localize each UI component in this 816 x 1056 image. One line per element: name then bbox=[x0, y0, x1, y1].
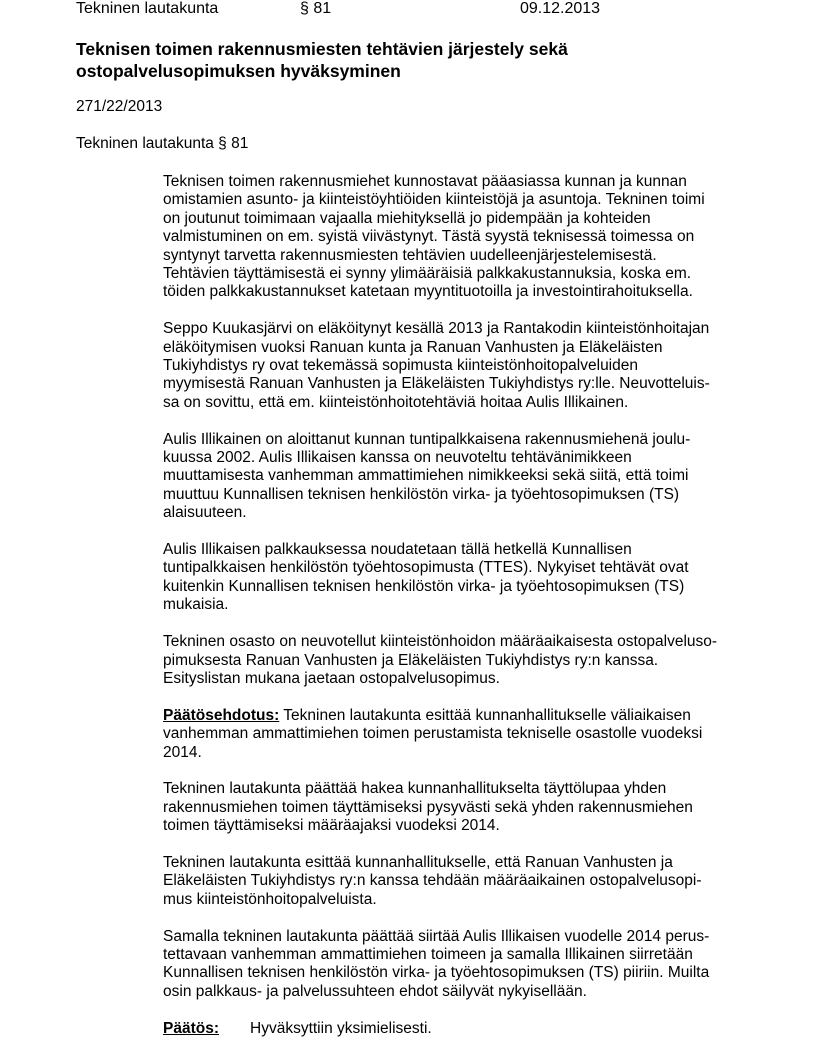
paragraph: Tekninen lautakunta esittää kunnanhallitukselle, että Ranuan Vanhusten ja Eläkeläisten Tukiyhdistys ry:n kanssa tehdään määräaikainen ostopalvelusopi- mus kiinteistönhoitopalveluista. bbox=[163, 853, 702, 908]
paragraph: Seppo Kuukasjärvi on eläköitynyt kesällä 2013 ja Rantakodin kiinteistönhoitajan eläköitymisen vuoksi Ranuan kunta ja Ranuan Vanhusten ja Eläkeläisten Tukiyhdistys ry ovat tekemässä sopimusta kiinteistönhoitopalveluiden myymisestä Ranuan Vanhusten ja Eläkeläisten Tukiyhdistys ry:lle. Neuvotteluis- sa on sovittu, että em. kiinteistönhoitotehtäviä hoitaa Aulis Illikainen. bbox=[163, 320, 710, 411]
decision-label: Päätös: bbox=[163, 1019, 219, 1037]
proposal-label: Päätösehdotus: bbox=[163, 706, 280, 724]
header-date: 09.12.2013 bbox=[520, 0, 601, 17]
paragraph: Tekninen lautakunta päättää hakea kunnanhallitukselta täyttölupaa yhden rakennusmiehen toimen täyttämiseksi pysyvästi sekä yhden rakennusmiehen toimen täyttämiseksi määräajaksi vuodeksi 2014. bbox=[163, 780, 693, 835]
paragraph: Samalla tekninen lautakunta päättää siirtää Aulis Illikaisen vuodelle 2014 perus- tettavaan vanhemman ammattimiehen toimeen ja samalla Illikainen siirretään Kunnallisen teknisen henkilöstön virka- ja työehtosopimuksen (TS) piiriin. Muilta osin palkkaus- ja palvelussuhteen ehdot säilyvät nykyisellään. bbox=[163, 927, 710, 1000]
decision-paragraph bbox=[163, 1020, 753, 1038]
paragraph: Aulis Illikaisen palkkauksessa noudatetaan tällä hetkellä Kunnallisen tuntipalkkaisen henkilöstön työehtosopimusta (TTES). Nykyiset tehtävät ovat kuitenkin Kunnallisen teknisen henkilöstön virka- ja työehtosopimuksen (TS) mukaisia. bbox=[163, 541, 689, 614]
paragraph: Tekninen osasto on neuvotellut kiinteistönhoidon määräaikaisesta ostopalveluso- pimuksesta Ranuan Vanhusten ja Eläkeläisten Tukiyhdistys ry:n kanssa. Esityslistan mukana jaetaan ostopalvelusopimus. bbox=[163, 633, 718, 687]
paragraph: Aulis Illikainen on aloittanut kunnan tuntipalkkaisena rakennusmiehenä joulu- kuussa 2002. Aulis Illikaisen kanssa on neuvoteltu tehtävänimikkeen muuttamisesta vanhemman ammattimiehen nimikkeeksi sekä siitä, että toimi muuttuu Kunnallisen teknisen henkilöstön virka- ja työehtosopimuksen (TS) alaisuuteen. bbox=[163, 430, 691, 522]
proposal-text: Tekninen lautakunta esittää kunnanhallitukselle väliaikaisen vanhemman ammattimiehen toimen perustamista tekniselle osastolle vuodeksi 2014. bbox=[163, 706, 703, 761]
decision-text: Hyväksyttiin yksimielisesti. bbox=[250, 1019, 432, 1037]
header-organization: Tekninen lautakunta bbox=[76, 0, 219, 17]
document-body bbox=[163, 173, 753, 1056]
paragraph: Teknisen toimen rakennusmiehet kunnostavat pääasiassa kunnan ja kunnan omistamien asunto- ja kiinteistöyhtiöiden kiinteistöjä ja asuntoja. Tekninen toimi on joutunut toimimaan vajaalla miehityksellä jo pidempään ja kohteiden valmistuminen on em. syistä viivästynyt. Tästä syystä teknisessä toimessa on syntynyt tarvetta rakennusmiesten tehtävien uudelleenjärjestelemisestä. Tehtävien täyttämisestä ei synny ylimääräisiä palkkakustannuksia, koska em. töiden palkkakustannukset katetaan myyntituotoilla ja investointirahoituksella. bbox=[163, 173, 705, 301]
document-title: Teknisen toimen rakennusmiesten tehtävien järjestely sekä ostopalvelusopimuksen hyväksyminen bbox=[76, 39, 568, 81]
section-reference: Tekninen lautakunta § 81 bbox=[76, 135, 249, 152]
proposal-paragraph bbox=[163, 707, 753, 762]
document-number: 271/22/2013 bbox=[76, 98, 163, 115]
header-section: § 81 bbox=[300, 0, 332, 17]
